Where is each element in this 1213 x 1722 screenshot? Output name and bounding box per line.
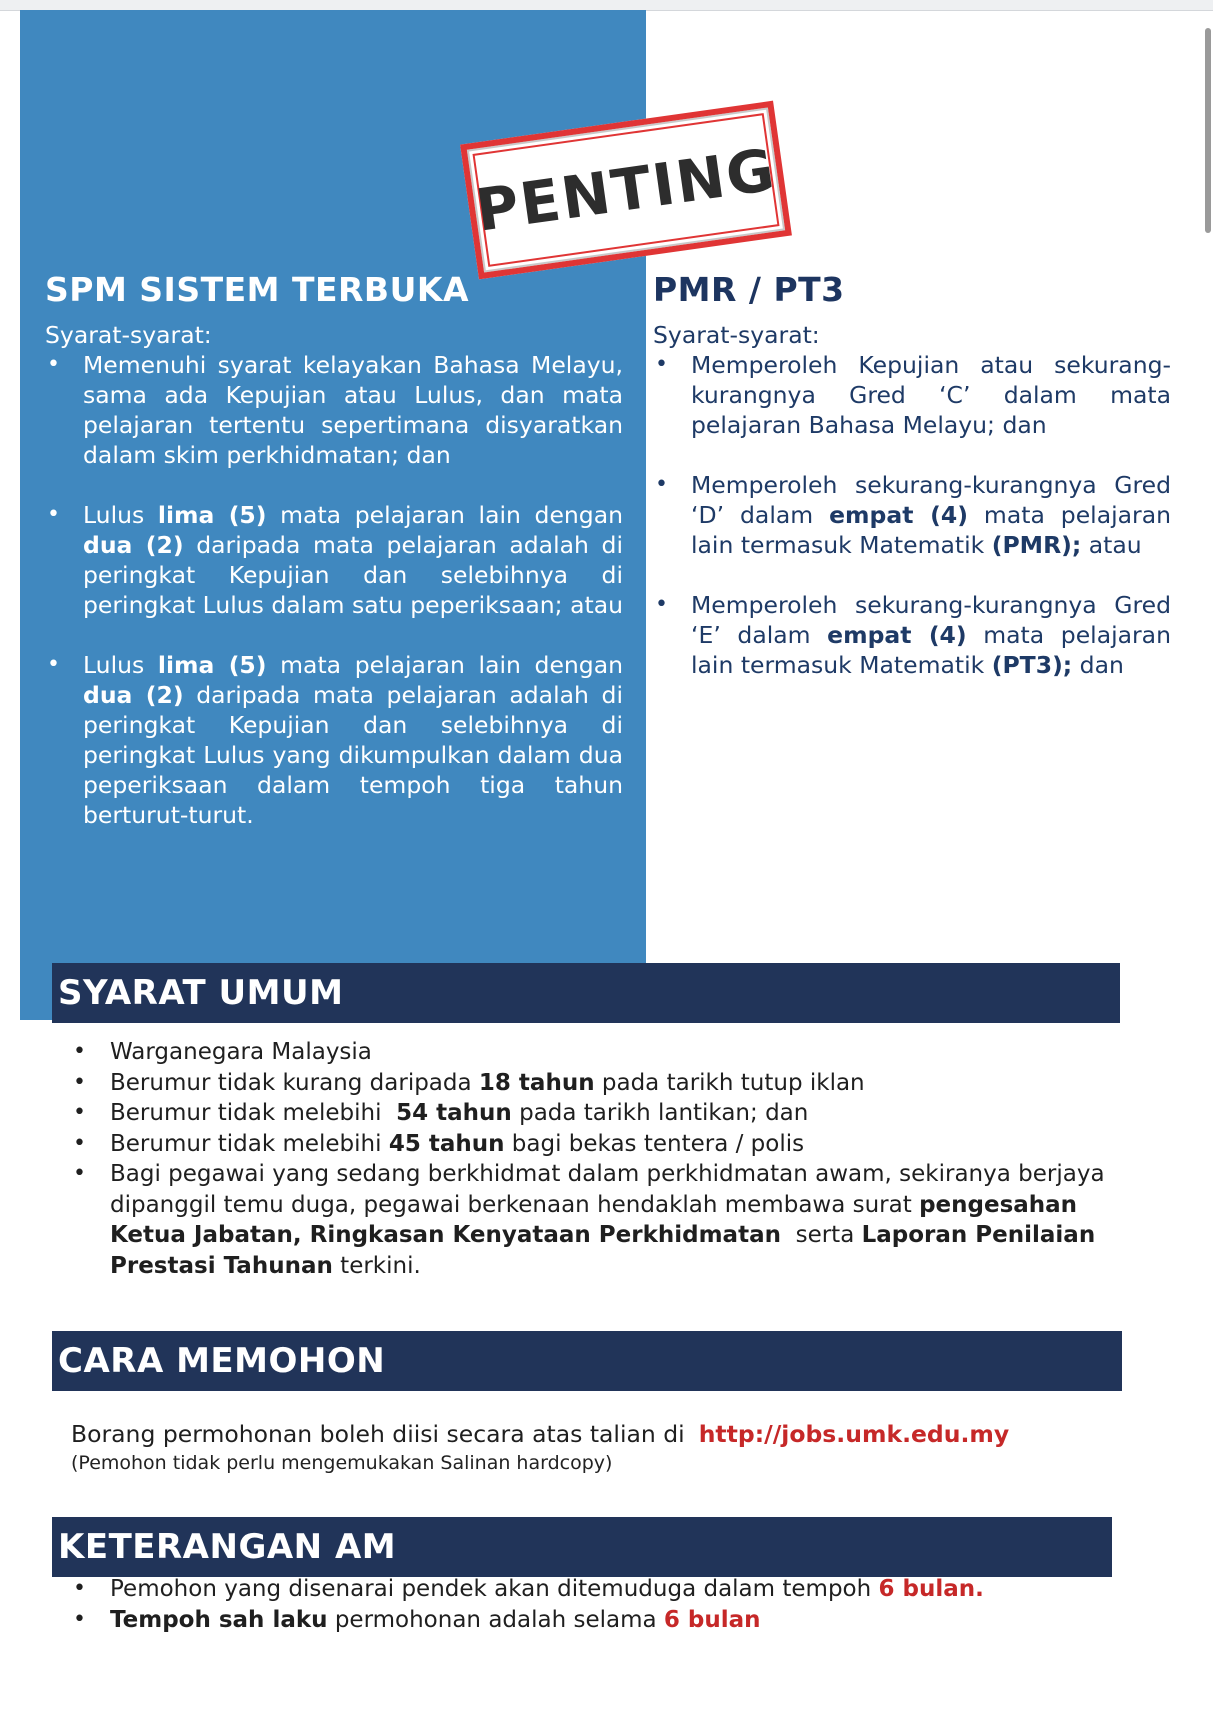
keterangan-am-list (70, 1574, 1110, 1635)
spm-section (45, 268, 623, 830)
syarat-umum-item-4: • Berumur tidak melebihi 45 tahun bagi bekas tentera / polis (70, 1129, 1110, 1160)
pmr-title: PMR / PT3 (653, 270, 845, 309)
keterangan-am-item-2: • Tempoh sah laku permohonan adalah selama 6 bulan (70, 1605, 1110, 1636)
keterangan-am-item-1: • Pemohon yang disenarai pendek akan ditemuduga dalam tempoh 6 bulan. (70, 1574, 1110, 1605)
pmr-requirement-3: • Memperoleh sekurang-kurangnya Gred ‘E’ dalam empat (4) mata pelajaran lain termasuk Matematik (PT3); dan (653, 590, 1171, 680)
spm-requirement-3: • Lulus lima (5) mata pelajaran lain dengan dua (2) daripada mata pelajaran adalah di peringkat Kepujian dan selebihnya di peringkat Lulus yang dikumpulkan dalam dua peperiksaan dalam tempoh tiga tahun berturut-turut. (45, 650, 623, 830)
spm-requirement-2: • Lulus lima (5) mata pelajaran lain dengan dua (2) daripada mata pelajaran adalah di peringkat Kepujian dan selebihnya di peringkat Lulus dalam satu peperiksaan; atau (45, 500, 623, 620)
spm-requirement-1: • Memenuhi syarat kelayakan Bahasa Melayu, sama ada Kepujian atau Lulus, dan mata pelajaran tertentu sepertimana disyaratkan dalam skim perkhidmatan; dan (45, 350, 623, 470)
syarat-umum-item-5: • Bagi pegawai yang sedang berkhidmat dalam perkhidmatan awam, sekiranya berjaya dipanggil temu duga, pegawai berkenaan hendaklah membawa surat pengesahan Ketua Jabatan, Ringkasan Kenyataan Perkhidmatan serta Laporan Penilaian Prestasi Tahunan terkini. (70, 1159, 1110, 1281)
scrollbar-thumb[interactable] (1205, 28, 1211, 233)
syarat-umum-item-1: • Warganegara Malaysia (70, 1037, 1110, 1068)
apply-note: (Pemohon tidak perlu mengemukakan Salinan hardcopy) (71, 1452, 613, 1474)
application-url-link[interactable]: http://jobs.umk.edu.my (698, 1420, 1010, 1448)
stamp-text: PENTING (471, 135, 781, 245)
apply-instruction: Borang permohonan boleh diisi secara atas talian di http://jobs.umk.edu.my (71, 1420, 1010, 1448)
pmr-requirements-list (653, 350, 1171, 680)
syarat-umum-item-2: • Berumur tidak kurang daripada 18 tahun pada tarikh tutup iklan (70, 1068, 1110, 1099)
cara-memohon-header: CARA MEMOHON (52, 1331, 1122, 1391)
pmr-requirement-1: • Memperoleh Kepujian atau sekurang-kurangnya Gred ‘C’ dalam mata pelajaran Bahasa Melayu; dan (653, 350, 1171, 440)
pmr-requirement-2: • Memperoleh sekurang-kurangnya Gred ‘D’ dalam empat (4) mata pelajaran lain termasuk Matematik (PMR); atau (653, 470, 1171, 560)
pmr-section (653, 268, 1171, 680)
spm-requirements-list (45, 350, 623, 830)
syarat-umum-list (70, 1037, 1110, 1281)
spm-title: SPM SISTEM TERBUKA (45, 270, 469, 309)
spm-requirements-label: Syarat-syarat: (45, 321, 212, 349)
syarat-umum-header: SYARAT UMUM (52, 963, 1120, 1023)
keterangan-am-header: KETERANGAN AM (52, 1517, 1112, 1577)
pmr-requirements-label: Syarat-syarat: (653, 321, 820, 349)
syarat-umum-item-3: • Berumur tidak melebihi 54 tahun pada tarikh lantikan; dan (70, 1098, 1110, 1129)
cara-memohon-body (71, 1418, 1131, 1476)
